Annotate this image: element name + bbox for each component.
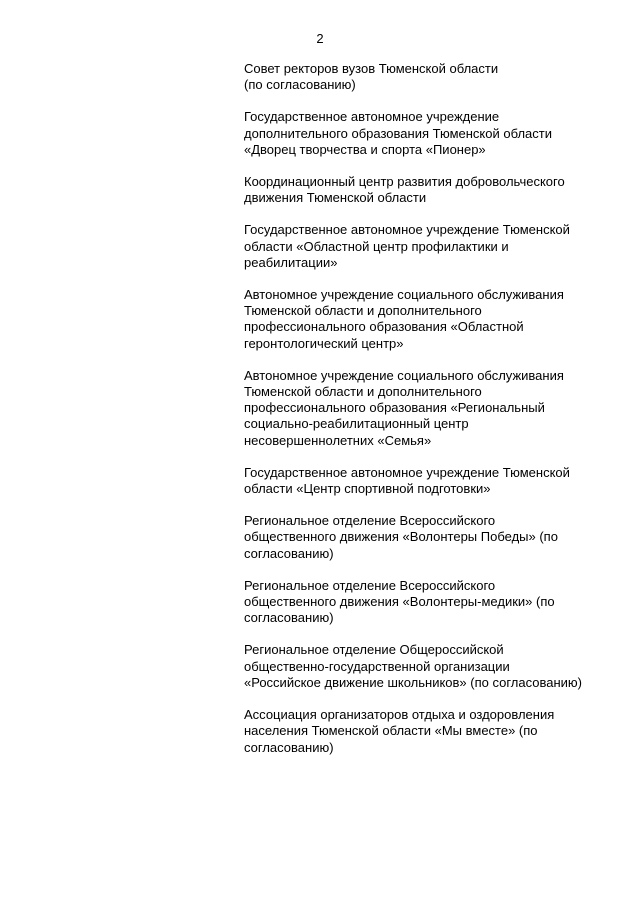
item-line: дополнительного образования Тюменской области bbox=[244, 125, 552, 141]
item-line: согласованию) bbox=[244, 610, 334, 626]
item-line: общественного движения «Волонтеры Победы» (по bbox=[244, 529, 558, 545]
item-line: (по согласованию) bbox=[244, 77, 356, 93]
list-item bbox=[244, 642, 614, 691]
item-line: Тюменской области и дополнительного bbox=[244, 384, 482, 400]
item-line: населения Тюменской области «Мы вместе» (по bbox=[244, 723, 538, 739]
list-item bbox=[244, 287, 614, 352]
item-line: «Дворец творчества и спорта «Пионер» bbox=[244, 141, 486, 157]
list-item bbox=[244, 513, 614, 562]
list-item bbox=[244, 465, 614, 497]
item-line: Государственное автономное учреждение Тюменской bbox=[244, 222, 570, 238]
list-item bbox=[244, 222, 614, 271]
list-item bbox=[244, 578, 614, 627]
item-line: социально-реабилитационный центр bbox=[244, 416, 469, 432]
item-line: Государственное автономное учреждение Тюменской bbox=[244, 464, 570, 480]
item-line: Совет ректоров вузов Тюменской области bbox=[244, 61, 499, 76]
organization-list bbox=[244, 61, 614, 772]
item-line: области «Областной центр профилактики и bbox=[244, 238, 509, 254]
item-line: Региональное отделение Всероссийского bbox=[244, 513, 496, 529]
item-line: «Российское движение школьников» (по согласованию) bbox=[244, 674, 583, 690]
item-line: Ассоциация организаторов отдыха и оздоровления bbox=[244, 707, 555, 723]
list-item bbox=[244, 61, 614, 93]
item-line: несовершеннолетних «Семья» bbox=[244, 432, 432, 448]
item-line: Региональное отделение Общероссийской bbox=[244, 642, 504, 658]
item-line: общественно-государственной организации bbox=[244, 658, 510, 674]
item-line: согласованию) bbox=[244, 739, 334, 755]
page-number: 2 bbox=[316, 31, 324, 46]
item-line: Автономное учреждение социального обслуживания bbox=[244, 367, 564, 383]
item-line: Тюменской области и дополнительного bbox=[244, 303, 482, 319]
item-line: согласованию) bbox=[244, 545, 334, 561]
item-line: общественного движения «Волонтеры-медики» (по bbox=[244, 594, 555, 610]
item-line: профессионального образования «Областной bbox=[244, 319, 524, 335]
item-line: Автономное учреждение социального обслуживания bbox=[244, 287, 564, 303]
item-line: геронтологический центр» bbox=[244, 335, 404, 351]
item-line: Региональное отделение Всероссийского bbox=[244, 577, 496, 593]
list-item bbox=[244, 368, 614, 449]
list-item bbox=[244, 109, 614, 158]
item-line: области «Центр спортивной подготовки» bbox=[244, 481, 491, 497]
item-line: Государственное автономное учреждение bbox=[244, 109, 500, 125]
item-line: профессионального образования «Региональный bbox=[244, 400, 545, 416]
item-line: движения Тюменской области bbox=[244, 190, 427, 206]
list-item bbox=[244, 707, 614, 756]
list-item bbox=[244, 174, 614, 206]
item-line: реабилитации» bbox=[244, 254, 338, 270]
item-line: Координационный центр развития добровольческого bbox=[244, 174, 565, 190]
